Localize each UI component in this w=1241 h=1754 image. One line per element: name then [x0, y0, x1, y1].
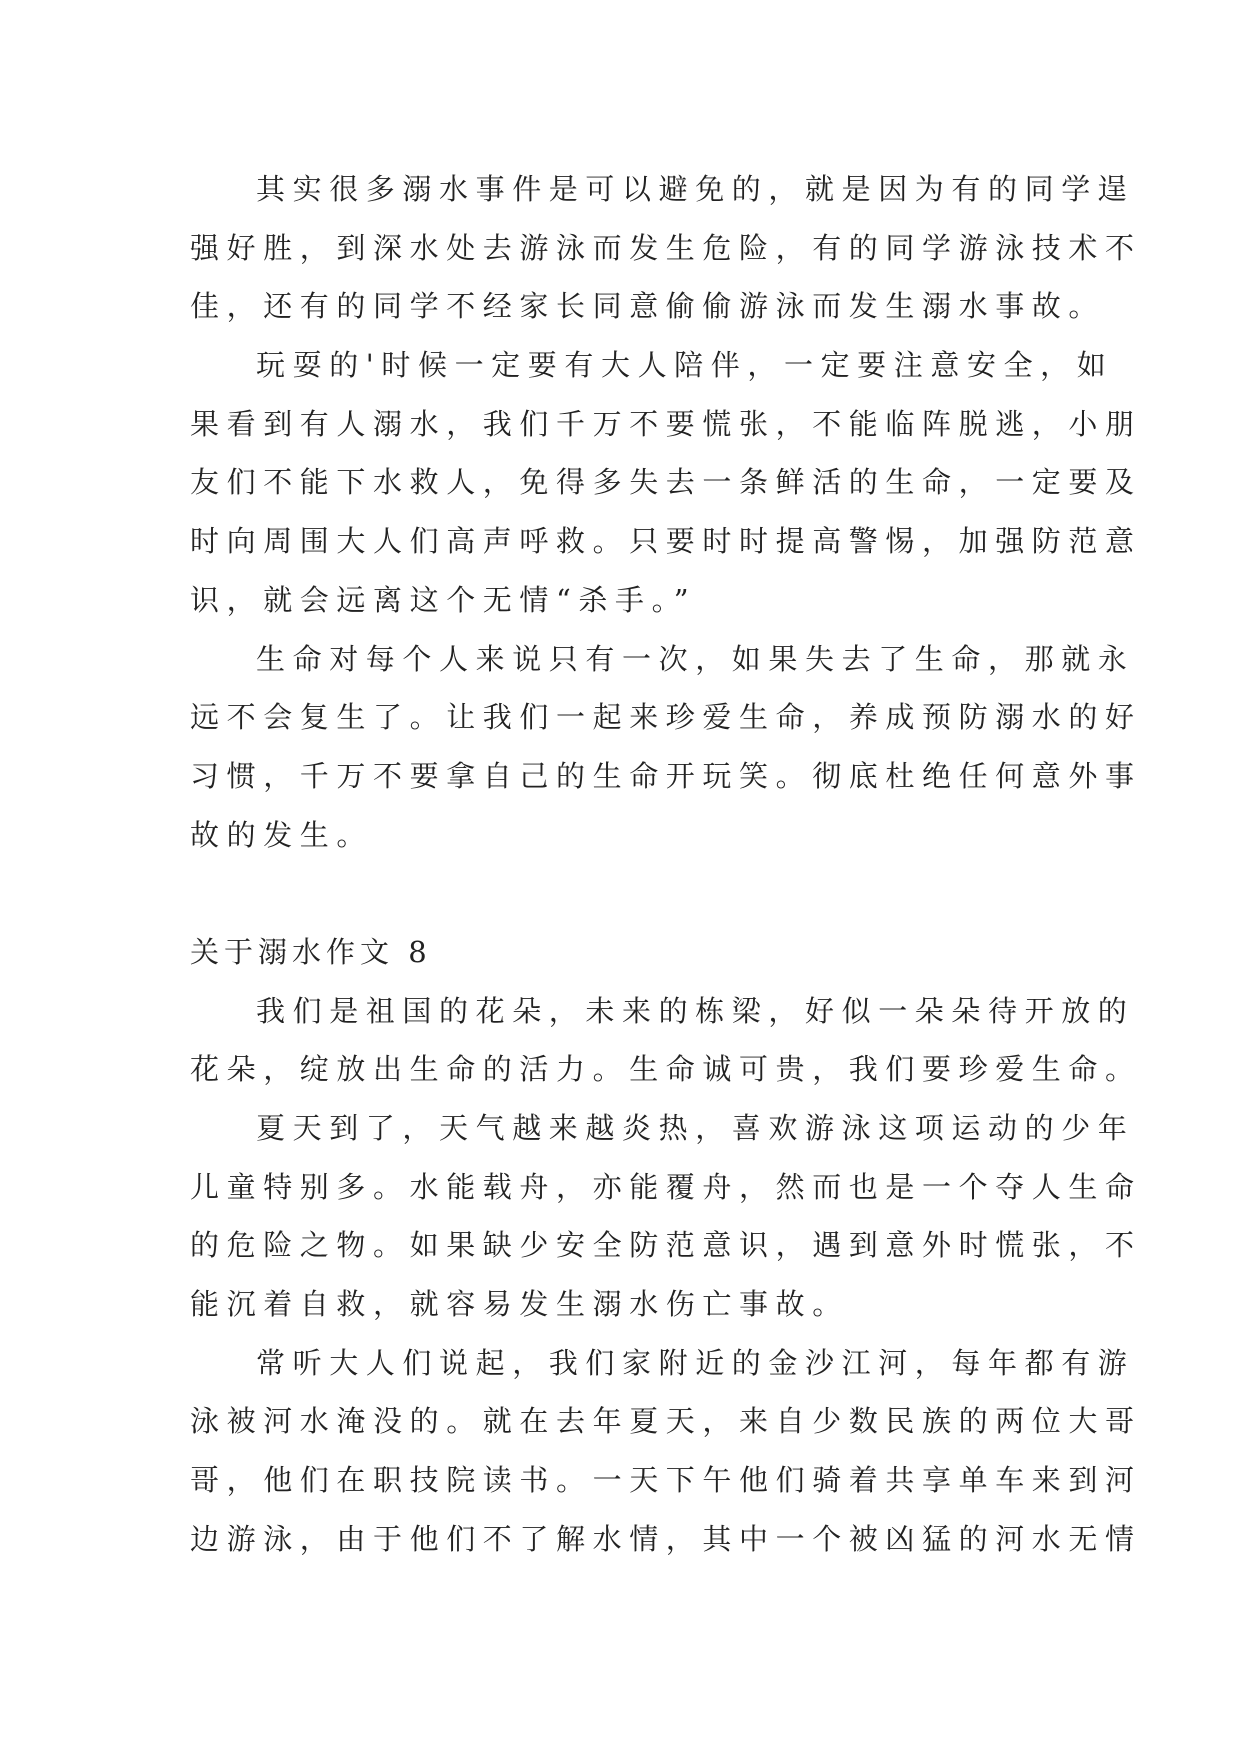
paragraph-line: 哥，他们在职技院读书。一天下午他们骑着共享单车来到河 — [190, 1463, 1142, 1498]
paragraph-line: 习惯，千万不要拿自己的生命开玩笑。彻底杜绝任何意外事 — [190, 758, 1142, 793]
paragraph-line: 能沉着自救，就容易发生溺水伤亡事故。 — [190, 1287, 849, 1322]
paragraph-line: 佳，还有的同学不经家长同意偷偷游泳而发生溺水事故。 — [190, 289, 1106, 324]
document-page — [190, 160, 1142, 1569]
section-spacer — [190, 864, 1060, 923]
paragraph-line: 故的发生。 — [190, 817, 374, 852]
paragraph-line: 夏天到了，天气越来越炎热，喜欢游泳这项运动的少年 — [256, 1111, 1135, 1145]
paragraph-line: 时向周围大人们高声呼救。只要时时提高警惕，加强防范意 — [190, 524, 1142, 559]
paragraph-line: 花朵，绽放出生命的活力。生命诚可贵，我们要珍爱生命。 — [190, 1052, 1142, 1087]
paragraph-line: 强好胜，到深水处去游泳而发生危险，有的同学游泳技术不 — [190, 230, 1142, 265]
paragraph-line: 的危险之物。如果缺少安全防范意识，遇到意外时慌张，不 — [190, 1228, 1142, 1263]
paragraph-line: 识，就会远离这个无情“杀手。” — [190, 582, 697, 617]
paragraph-line: 果看到有人溺水，我们千万不要慌张，不能临阵脱逃，小朋 — [190, 406, 1142, 441]
paragraph-line: 玩耍的'时候一定要有大人陪伴，一定要注意安全，如 — [256, 348, 1114, 383]
paragraph-line: 泳被河水淹没的。就在去年夏天，来自少数民族的两位大哥 — [190, 1404, 1142, 1439]
paragraph-line: 其实很多溺水事件是可以避免的，就是因为有的同学逞 — [256, 172, 1135, 206]
paragraph-line: 友们不能下水救人，免得多失去一条鲜活的生命，一定要及 — [190, 465, 1142, 500]
paragraph-line: 远不会复生了。让我们一起来珍爱生命，养成预防溺水的好 — [190, 700, 1142, 735]
paragraph-line: 边游泳，由于他们不了解水情，其中一个被凶猛的河水无情 — [190, 1521, 1142, 1556]
paragraph-line: 我们是祖国的花朵，未来的栋梁，好似一朵朵待开放的 — [256, 993, 1135, 1028]
paragraph-line: 生命对每个人来说只有一次，如果失去了生命，那就永 — [256, 641, 1135, 676]
paragraph-line: 常听大人们说起，我们家附近的金沙江河，每年都有游 — [256, 1345, 1135, 1380]
section-title: 关于溺水作文 8 — [190, 934, 432, 969]
paragraph-line: 儿童特别多。水能载舟，亦能覆舟，然而也是一个夺人生命 — [190, 1169, 1142, 1204]
